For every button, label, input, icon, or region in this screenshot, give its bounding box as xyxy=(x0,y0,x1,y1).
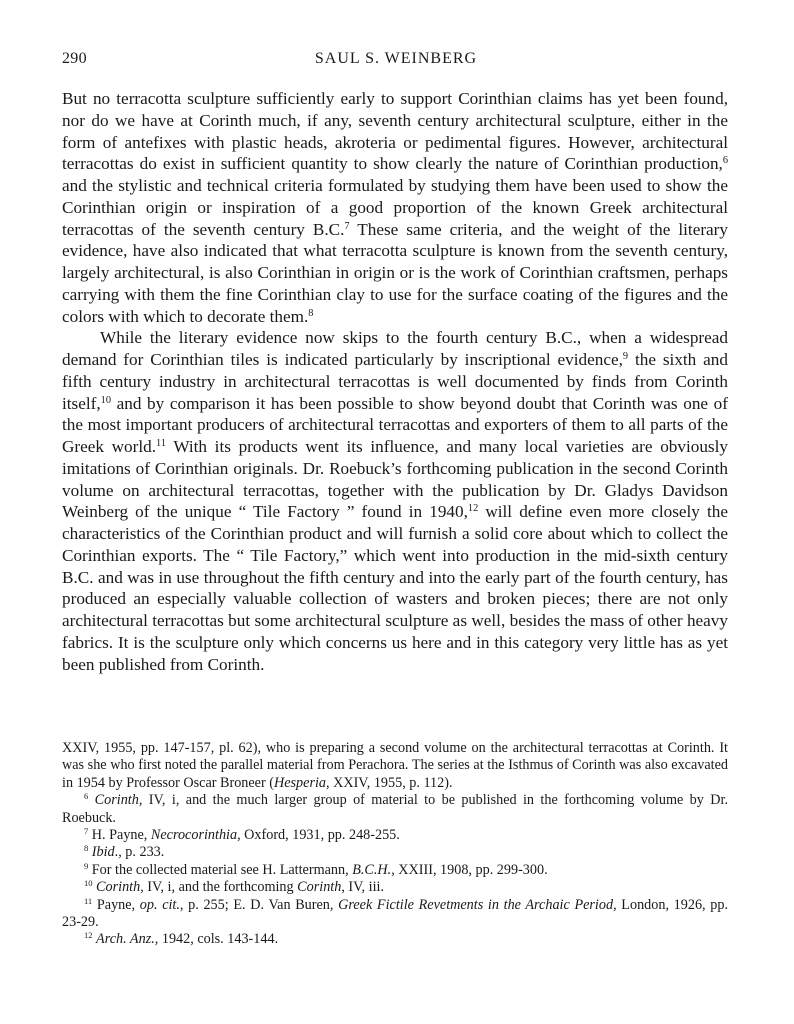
footnote-12 xyxy=(62,931,728,948)
text-run: XXIV, 1955, pp. 147-157, pl. 62), who is preparing a second volume on the architectural terracottas at Corinth. It was she who first noted the parallel material from Perachora. The series at the Isthmus of Corinth was also excavated in 1954 by Professor Oscar Broneer ( xyxy=(62,740,728,791)
footnote-ref-12[interactable]: 12 xyxy=(467,503,479,515)
page-header xyxy=(62,50,730,74)
footnote-number: 6 xyxy=(84,791,89,802)
text-run: ., p. 233. xyxy=(114,844,165,861)
footnote-9 xyxy=(62,862,728,879)
text-run: These same criteria, and the weight of the literary evidence, have also indicated that what terracotta sculpture is known from the seventh century, largely architectural, is also Corinthian in origin or is the work of Corinthian craftsmen, perhaps carrying with them the fine Corinthian clay to use for the surface coating of the figures and the colors with which to decorate them. xyxy=(62,219,728,326)
footnote-number: 9 xyxy=(84,860,89,871)
text-run: , p. 255; E. D. Van Buren, xyxy=(179,896,339,913)
footnote-8 xyxy=(62,844,728,861)
text-run: Payne, xyxy=(96,896,140,913)
journal-title: Hesperia xyxy=(273,774,326,791)
text-run: and by comparison it has been possible to show beyond doubt that Corinth was one of the most important producers of architectural terracottas and exporters of them to all parts of the Greek world. xyxy=(62,393,728,456)
era-abbrev: B.C. xyxy=(312,219,345,239)
footnote-ref-8[interactable]: 8 xyxy=(308,307,314,319)
text-run: , XXIII, 1908, pp. 299-300. xyxy=(391,861,548,878)
citation-title: Corinth xyxy=(94,792,139,809)
footnote-number: 12 xyxy=(84,930,93,941)
text-run: For the collected material see H. Lattermann, xyxy=(91,861,353,878)
footnote-ref-11[interactable]: 11 xyxy=(156,437,166,449)
citation-title: Arch. Anz. xyxy=(96,931,155,948)
citation-title: op. cit. xyxy=(139,896,180,913)
footnotes xyxy=(62,740,728,949)
text-run: , IV, iii. xyxy=(341,879,385,896)
footnote-10 xyxy=(62,879,728,896)
footnote-number: 11 xyxy=(84,895,93,906)
paragraph-2 xyxy=(62,327,728,675)
citation-title: Corinth xyxy=(96,879,141,896)
text-run: With its products went its influence, and many local varieties are obviously imitations of Corinthian originals. Dr. Roebuck’s forthcoming publication in the second Corinth volume on architectural terracottas, together with the publication by Dr. Gladys Davidson Weinberg of the unique “ Tile Factory ” found in 1940, xyxy=(62,437,728,522)
text-run: , XXIV, 1955, p. 112). xyxy=(326,774,453,791)
citation-title: B.C.H. xyxy=(352,861,392,878)
text-run: , IV, i, and the much larger group of material to be published in the forthcoming volume by Dr. Roebuck. xyxy=(62,792,729,826)
footnote-ref-9[interactable]: 9 xyxy=(622,350,629,362)
citation-title: Corinth xyxy=(297,879,342,896)
citation-title: Greek Fictile Revetments in the Archaic Period xyxy=(338,896,614,913)
text-run: , London, 1926, pp. 23-29. xyxy=(62,896,728,931)
text-run: and the stylistic and technical criteria formulated by studying them have been used to show the Corinthian origin or inspiration of a good proportion of the known Greek architectural terracottas of the seventh century xyxy=(62,176,728,239)
text-run: , 1942, cols. 143-144. xyxy=(154,931,279,948)
text-run: H. Payne, xyxy=(91,827,151,844)
text-run: , when a widespread demand for Corinthian tiles is indicated particularly by inscriptional evidence, xyxy=(62,328,728,369)
paragraph-1 xyxy=(62,88,728,327)
footnote-6 xyxy=(62,792,728,827)
text-run: and was in use throughout the fifth century and into the early part of the fourth century, has produced an especially valuable collection of wasters and broken pieces; there are not only architectural terracottas but some architectural sculpture as well, besides the mass of other heavy fabrics. It is the sculpture only which concerns us here and in this category very little has as yet been published from Corinth. xyxy=(62,567,728,674)
running-head: SAUL S. WEINBERG xyxy=(314,50,478,67)
footnote-number: 10 xyxy=(84,878,93,889)
main-text xyxy=(62,88,728,675)
footnote-continuation xyxy=(62,740,728,792)
footnote-number: 8 xyxy=(84,843,89,854)
era-abbrev: B.C. xyxy=(545,328,577,348)
text-run: While the literary evidence now skips to the fourth century xyxy=(100,328,546,348)
footnote-ref-6[interactable]: 6 xyxy=(722,155,728,167)
text-run: the sixth and fifth century industry in architectural terracottas is well documented by finds from Corinth itself, xyxy=(62,350,728,413)
era-abbrev: B.C. xyxy=(62,567,94,587)
text-run: will define even more closely the characteristics of the Corinthian product and will furnish a solid core about which to collect the Corinthian exports. The “ Tile Factory,” which went into production in the mid-sixth century xyxy=(62,502,729,565)
citation-title: Necrocorinthia xyxy=(150,827,238,844)
footnote-ref-10[interactable]: 10 xyxy=(100,394,111,406)
footnote-number: 7 xyxy=(84,825,89,836)
citation-title: Ibid xyxy=(91,844,115,861)
text-run: , Oxford, 1931, pp. 248-255. xyxy=(237,827,400,844)
footnote-7 xyxy=(62,827,728,844)
page-number: 290 xyxy=(62,50,87,67)
footnote-ref-7[interactable]: 7 xyxy=(344,220,350,232)
footnote-11 xyxy=(62,897,728,932)
text-run: But no terracotta sculpture sufficiently early to support Corinthian claims has yet been found, nor do we have at Corinth much, if any, seventh century architectural sculpture, either in the form of antefixes with plastic heads, akroteria or pedimental figures. However, architectural terracottas do exist in sufficient quantity to show clearly the nature of Corinthian production, xyxy=(62,89,728,174)
text-run: , IV, i, and the forthcoming xyxy=(140,879,298,896)
